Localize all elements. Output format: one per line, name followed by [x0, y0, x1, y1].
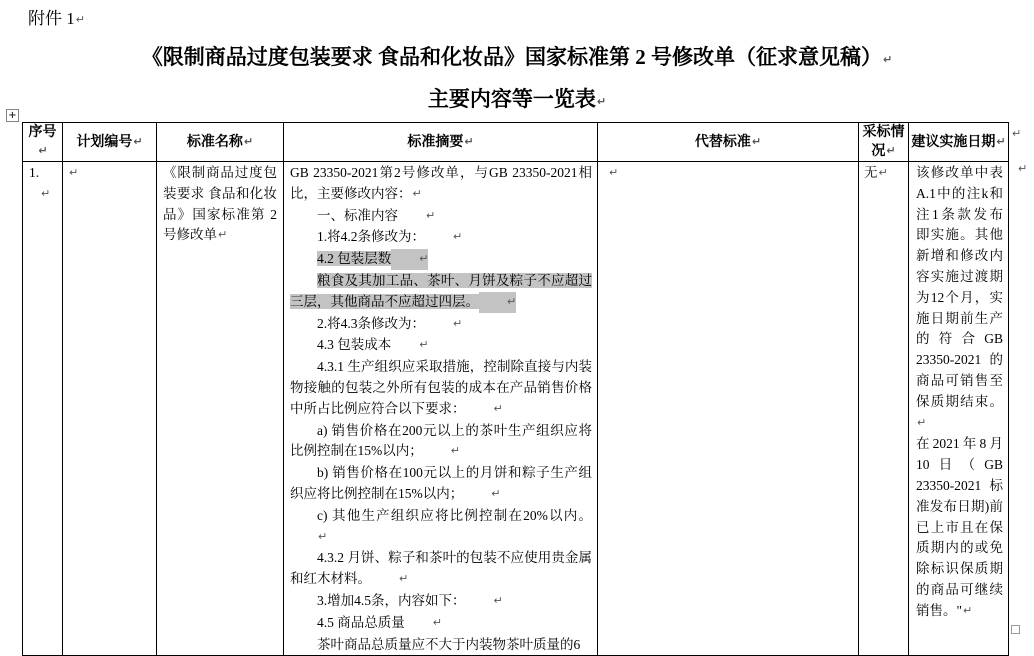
- summary-paragraph: [290, 357, 592, 420]
- header-plan-no[interactable]: 计划编号↵: [63, 123, 157, 162]
- pilcrow-icon: ↵: [453, 230, 463, 244]
- summary-paragraph-text: 一、标准内容: [317, 207, 398, 223]
- implementation-paragraph-text: 该修改单中表A.1中的注k和注1条款发布即实施。其他新增和修改内容实施过渡期为12个月，实施日期前生产的符合GB 23350-2021的商品可销售至保质期结束。: [916, 165, 1003, 409]
- pilcrow-icon: ↵: [426, 208, 436, 222]
- seq-cell[interactable]: [23, 162, 63, 656]
- header-standard-name[interactable]: 标准名称↵: [157, 123, 284, 162]
- pilcrow-icon: ↵: [479, 292, 516, 313]
- summary-cell[interactable]: [284, 162, 598, 656]
- pilcrow-icon: ↵: [75, 13, 85, 26]
- summary-paragraph-text: 4.3.1 生产组织应采取措施，控制除直接与内装物接触的包装之外所有包装的成本在产品销售价格中所占比例应符合以下要求：: [290, 359, 592, 416]
- summary-paragraph-text: 4.3.2 月饼、粽子和茶叶的包装不应使用贵金属和红木材料。: [290, 550, 592, 587]
- pilcrow-icon: ↵: [432, 615, 442, 629]
- summary-paragraph: [290, 271, 592, 314]
- summary-paragraph-text: 茶叶商品总质量应不大于内装物茶叶质量的6: [317, 636, 581, 652]
- pilcrow-icon: ↵: [41, 186, 51, 200]
- table-move-handle-icon[interactable]: [6, 109, 19, 122]
- pilcrow-icon: ↵: [878, 166, 888, 179]
- pilcrow-icon: ↵: [243, 134, 254, 148]
- pilcrow-icon: ↵: [917, 415, 927, 429]
- header-seq[interactable]: 序号↵: [23, 123, 63, 162]
- standard-name-text: 《限制商品过度包装要求 食品和化妆品》国家标准第 2 号修改单: [163, 165, 277, 243]
- implementation-cell[interactable]: [909, 162, 1009, 656]
- pilcrow-icon: ↵: [412, 186, 422, 200]
- move-handle-glyph: +: [8, 109, 17, 121]
- summary-paragraph: [290, 163, 592, 206]
- pilcrow-icon: ↵: [886, 144, 896, 157]
- header-adoption-status[interactable]: 采标情况↵: [859, 123, 909, 162]
- summary-paragraph-text: 4.5 商品总质量: [317, 614, 405, 630]
- pilcrow-icon: ↵: [453, 316, 463, 330]
- summary-paragraph-text: GB 23350-2021第2号修改单，与GB 23350-2021相比，主要修改内容：: [290, 165, 592, 201]
- title-text-line1: 《限制商品过度包装要求 食品和化妆品》国家标准第 2 号修改单（征求意见稿）: [141, 45, 883, 69]
- replaced-standard-cell[interactable]: [598, 162, 859, 656]
- summary-paragraph-text: 粮食及其加工品、茶叶、月饼及粽子不应超过三层，其他商品不应超过四层。: [290, 272, 592, 309]
- summary-paragraph-text: 4.2 包装层数: [317, 251, 392, 267]
- pilcrow-icon: ↵: [493, 401, 503, 415]
- implementation-paragraph-text: 在2021年8月10日（GB 23350-2021标准发布日期)前已上市且在保质期内的或免除标识保质期的商品可继续销售。": [916, 436, 1003, 618]
- pilcrow-icon: ↵: [963, 603, 973, 617]
- pilcrow-icon: ↵: [38, 144, 48, 157]
- table-row: [23, 162, 1009, 656]
- header-replaced-standard[interactable]: 代替标准↵: [598, 123, 859, 162]
- summary-paragraph: [290, 314, 592, 336]
- summary-paragraph-text: 3.增加4.5条，内容如下：: [317, 592, 466, 608]
- document-title-line2[interactable]: [0, 86, 1034, 116]
- pilcrow-icon: ↵: [464, 134, 474, 148]
- summary-paragraph: [290, 206, 592, 228]
- header-row: [23, 123, 1009, 162]
- pilcrow-icon: ↵: [450, 444, 460, 458]
- pilcrow-icon: ↵: [399, 572, 409, 586]
- summary-paragraph: [290, 249, 592, 271]
- pilcrow-icon: ↵: [996, 134, 1006, 148]
- summary-paragraph-text: 4.3 包装成本: [317, 337, 392, 353]
- summary-paragraph-text: 2.将4.3条修改为：: [317, 315, 425, 331]
- pilcrow-icon: ↵: [218, 228, 228, 242]
- summary-paragraph-text: 1.将4.2条修改为：: [317, 229, 425, 245]
- summary-paragraph: [290, 548, 592, 591]
- pilcrow-icon: ↵: [491, 486, 501, 500]
- pilcrow-icon: ↵: [1018, 162, 1028, 175]
- implementation-paragraph: [916, 163, 1003, 434]
- table-resize-handle-icon[interactable]: [1011, 625, 1020, 634]
- pilcrow-icon: ↵: [419, 338, 429, 352]
- summary-paragraph: [290, 463, 592, 506]
- attachment-label: 附件 1: [28, 9, 75, 28]
- document-title-line1[interactable]: [0, 44, 1034, 74]
- pilcrow-icon: ↵: [69, 166, 79, 179]
- title-text-line2: 主要内容等一览表: [427, 87, 596, 111]
- pilcrow-icon: ↵: [1012, 127, 1022, 140]
- standards-overview-table: [22, 122, 1009, 656]
- summary-paragraph: [290, 227, 592, 249]
- pilcrow-icon: ↵: [493, 593, 503, 607]
- pilcrow-icon: ↵: [883, 53, 893, 66]
- summary-paragraph-text: a) 销售价格在200元以上的茶叶生产组织应将比例控制在15%以内；: [290, 422, 592, 459]
- seq-value: 1.: [29, 165, 40, 180]
- header-standard-summary[interactable]: 标准摘要↵: [284, 123, 598, 162]
- summary-paragraph-text: c) 其他生产组织应将比例控制在20%以内。: [317, 507, 592, 523]
- standard-name-cell[interactable]: [157, 162, 284, 656]
- pilcrow-icon: ↵: [318, 529, 328, 543]
- summary-paragraph: [290, 591, 592, 613]
- pilcrow-icon: ↵: [133, 134, 143, 148]
- pilcrow-icon: ↵: [609, 166, 619, 179]
- adoption-status-value: 无: [864, 165, 878, 180]
- summary-paragraph: [290, 421, 592, 464]
- summary-paragraph: [290, 506, 592, 549]
- summary-paragraph: [290, 335, 592, 357]
- pilcrow-icon: ↵: [391, 249, 428, 270]
- plan-no-cell[interactable]: [63, 162, 157, 656]
- summary-paragraph-text: b) 销售价格在100元以上的月饼和粽子生产组织应将比例控制在15%以内；: [290, 465, 592, 501]
- implementation-paragraph: [916, 434, 1003, 622]
- pilcrow-icon: ↵: [596, 95, 607, 108]
- pilcrow-icon: ↵: [751, 134, 762, 148]
- adoption-status-cell[interactable]: [859, 162, 909, 656]
- header-impl-date[interactable]: 建议实施日期↵: [909, 123, 1009, 162]
- summary-paragraph: [290, 613, 592, 635]
- attachment-label-line[interactable]: [28, 8, 85, 32]
- summary-paragraph: [290, 635, 592, 656]
